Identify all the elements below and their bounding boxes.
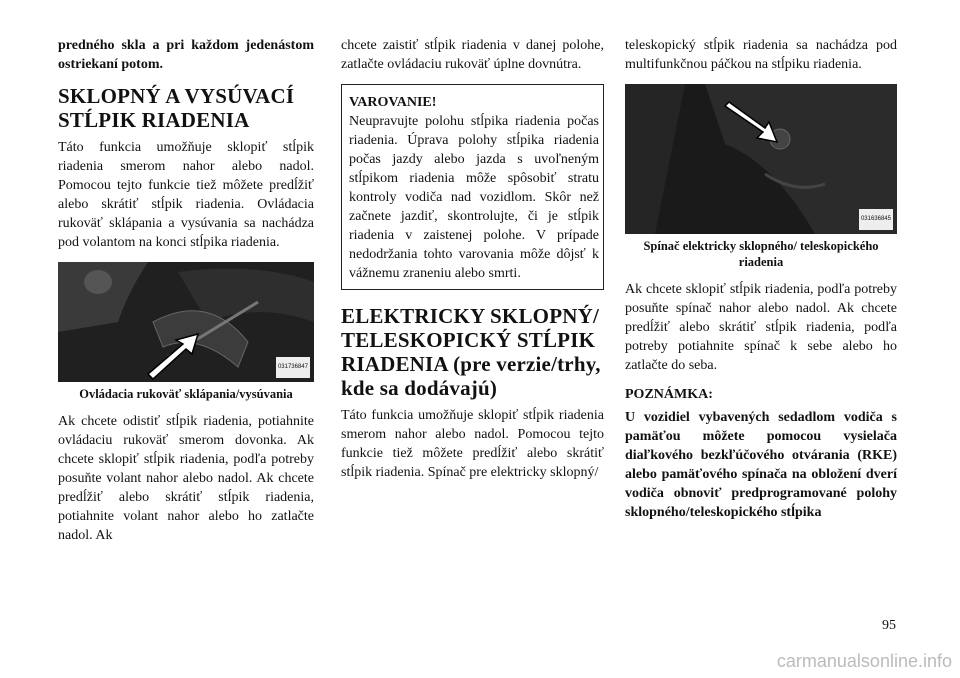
- page-number: 95: [882, 618, 896, 633]
- watermark: carmanualsonline.info: [776, 651, 952, 671]
- warning-title: VAROVANIE!: [349, 95, 437, 110]
- warning-box: [341, 84, 604, 290]
- image-caption: Spínač elektricky sklopného/ teleskopického riadenia: [643, 239, 879, 269]
- section-heading-power-tilt: ELEKTRICKY SKLOPNÝ/ TELESKOPICKÝ STĹPIK RIADENIA (pre verzie/trhy, kde sa dodávajú): [341, 304, 601, 400]
- body-paragraph: Táto funkcia umožňuje sklopiť stĺpik riadenia smerom nahor alebo nadol. Pomocou tejto funkcie tiež môžete predĺžiť alebo skrátiť stĺpik riadenia. Spínač pre elektricky sklopný/: [341, 408, 604, 480]
- lead-text: teleskopický stĺpik riadenia sa nachádza pod multifunkčnou páčkou na stĺpiku riadenia.: [625, 38, 897, 72]
- image-id: 031736847: [276, 357, 310, 378]
- column-middle: [341, 36, 604, 492]
- section-heading-tilt: SKLOPNÝ A VYSÚVACÍ STĹPIK RIADENIA: [58, 84, 295, 132]
- body-paragraph: Ak chcete sklopiť stĺpik riadenia, podľa potreby posuňte spínač nahor alebo nadol. Ak chcete predĺžiť alebo skrátiť stĺpik riadenia, podľa potreby potiahnite spínač k sebe alebo ho zatlačte do seba.: [625, 282, 897, 373]
- column-left: [58, 36, 314, 555]
- note-title: POZNÁMKA:: [625, 387, 713, 402]
- image-caption: Ovládacia rukoväť sklápania/vysúvania: [79, 387, 293, 401]
- column-right: [625, 36, 897, 532]
- note-text: U vozidiel vybavených sedadlom vodiča s pamäťou môžete pomocou vysielača diaľkového bezkľúčového otvárania (RKE) alebo pamäťového spínača na obložení dverí vodiča obnoviť predprogramované polohy sklopného/teleskopického stĺpika: [625, 410, 897, 520]
- lead-text: chcete zaistiť stĺpik riadenia v danej polohe, zatlačte ovládaciu rukoväť úplne dovnútra.: [341, 38, 604, 72]
- lead-text: predného skla a pri každom jedenástom ostriekaní potom.: [58, 38, 314, 72]
- intro-paragraph: Táto funkcia umožňuje sklopiť stĺpik riadenia smerom nahor alebo nadol. Pomocou tejto funkcie tiež môžete predĺžiť alebo skrátiť stĺpik riadenia. Ovládacia rukoväť sklápania a vysúvania sa nachádza pod volantom na konci stĺpika riadenia.: [58, 140, 314, 250]
- power-switch-illustration: [625, 84, 897, 234]
- warning-text: Neupravujte polohu stĺpika riadenia počas riadenia. Úprava polohy stĺpika riadenia počas jazdy alebo jazda s uvoľneným stĺpikom riadenia môže spôsobiť stratu kontroly vodiča nad vozidlom. Skôr než začnete jazdiť, skontrolujte, či je stĺpik riadenia v zaistenej polohe. V prípade nedodržania tohto varovania môže dôjsť k vážnemu zraneniu alebo smrti.: [349, 114, 599, 281]
- body-paragraph: Ak chcete odistiť stĺpik riadenia, potiahnite ovládaciu rukoväť smerom dovonka. Ak chcete sklopiť stĺpik riadenia, podľa potreby posuňte volant nahor alebo nadol. Ak chcete predĺžiť alebo skrátiť stĺpik riadenia, potiahnite volant nahor alebo ho zatlačte nadol. Ak: [58, 414, 314, 543]
- power-switch-photo: [625, 84, 897, 234]
- image-id: 031636845: [859, 209, 893, 230]
- tilt-lever-photo: [58, 262, 314, 382]
